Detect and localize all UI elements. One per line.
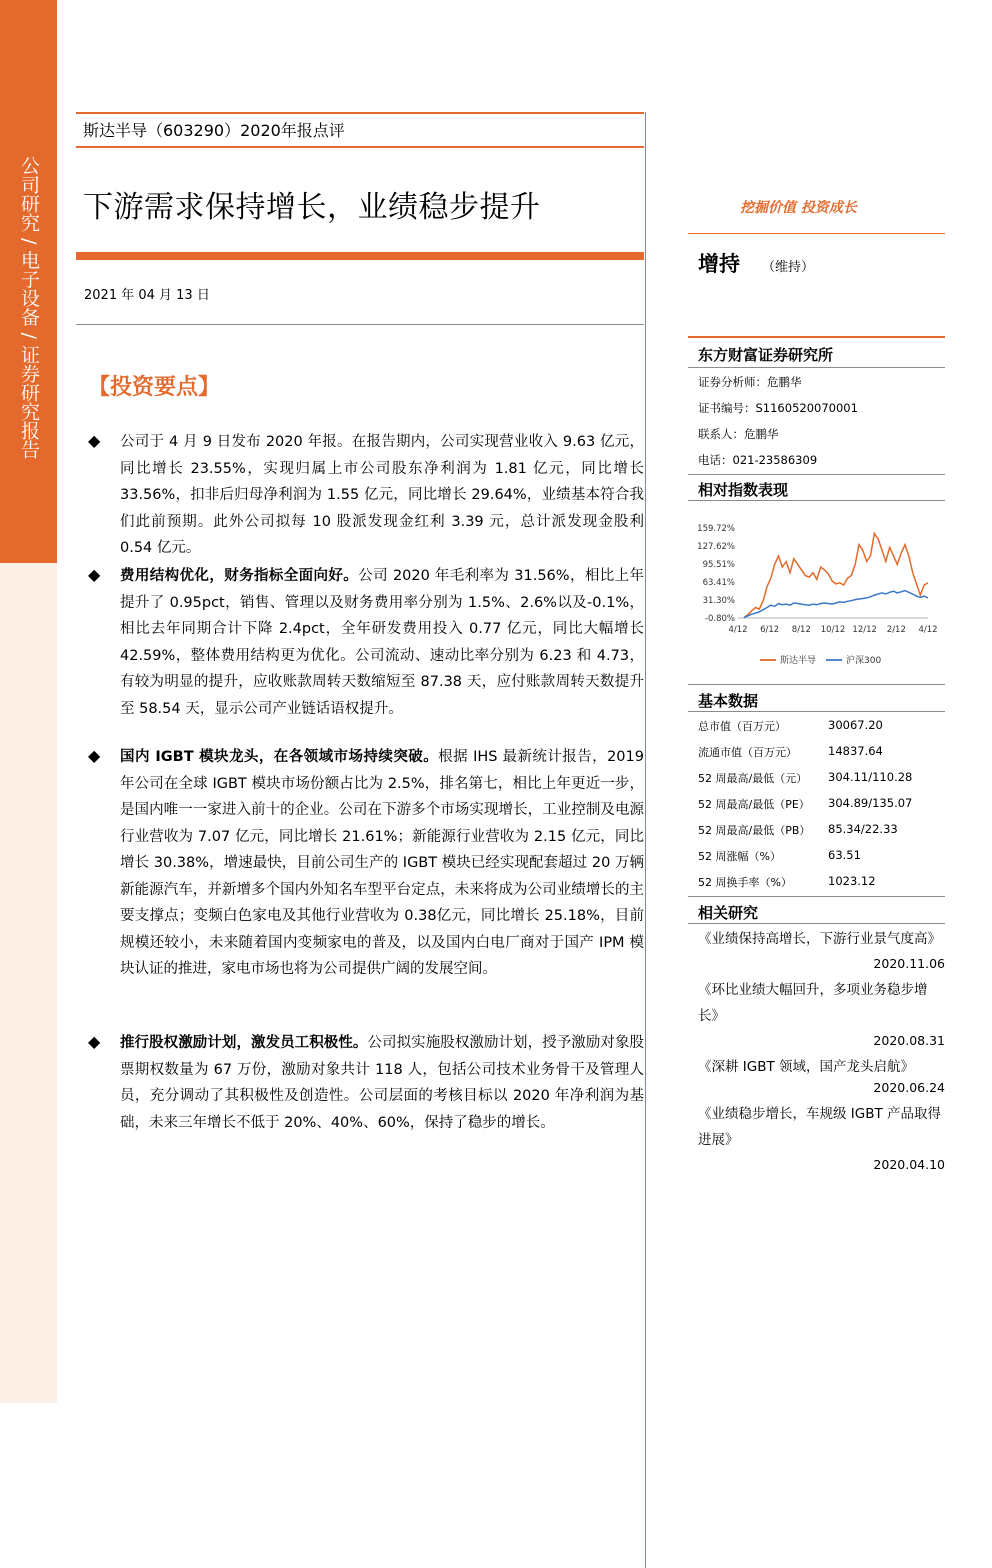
row-label: 52 周换手率（%） bbox=[698, 876, 792, 889]
row-label: 总市值（百万元） bbox=[698, 720, 786, 733]
bullet-text bbox=[120, 563, 644, 722]
fundamentals-table bbox=[698, 718, 945, 898]
relative-index-chart bbox=[688, 512, 945, 680]
institute-sub-rule bbox=[688, 367, 945, 368]
y-tick-label: 95.51% bbox=[702, 560, 735, 570]
bullet-text bbox=[120, 429, 644, 562]
bullet-lead: 费用结构优化，财务指标全面向好。 bbox=[120, 568, 359, 584]
fundamentals-top-rule bbox=[688, 684, 945, 685]
report-date: 2021 年 04 月 13 日 bbox=[84, 288, 210, 303]
contact: 联系人：危鹏华 bbox=[698, 427, 779, 441]
slogan: 挖掘价值 投资成长 bbox=[740, 200, 857, 216]
phone: 电话：021-23586309 bbox=[698, 453, 818, 467]
header-bottom-rule bbox=[76, 146, 644, 148]
research-item-date: 2020.06.24 bbox=[873, 1080, 945, 1095]
table-row bbox=[698, 744, 945, 764]
research-item-title[interactable]: 《业绩稳步增长，车规级 IGBT 产品取得进展》 bbox=[698, 1106, 942, 1148]
row-label: 52 周最高/最低（PE） bbox=[698, 798, 810, 811]
research-item-title[interactable]: 《业绩保持高增长，下游行业景气度高》 bbox=[698, 931, 941, 947]
chart-heading-rule bbox=[688, 500, 945, 501]
row-value: 304.89/135.07 bbox=[828, 796, 913, 810]
page-title: 下游需求保持增长，业绩稳步提升 bbox=[83, 190, 541, 225]
y-tick-label: 127.62% bbox=[697, 542, 735, 552]
row-value: 30067.20 bbox=[828, 718, 883, 732]
row-label: 52 周最高/最低（PB） bbox=[698, 824, 811, 837]
research-heading: 相关研究 bbox=[698, 904, 759, 922]
y-tick-label: -0.80% bbox=[704, 614, 735, 624]
rating-note: （维持） bbox=[762, 260, 815, 275]
analyst: 证券分析师：危鹏华 bbox=[698, 375, 802, 389]
institute-rule bbox=[688, 336, 945, 338]
row-value: 85.34/22.33 bbox=[828, 822, 898, 836]
x-tick-label: 4/12 bbox=[918, 625, 938, 635]
rating: 增持 bbox=[698, 252, 740, 276]
cert-number: 证书编号：S1160520070001 bbox=[698, 401, 858, 415]
bullet-body: 公司 2020 年毛利率为 31.56%，相比上年提升了 0.95pct，销售、管理以及财务费用率分别为 1.5%、2.6%以及-0.1%，相比去年同期合计下降 2.4pct，全年研发费用投入 0.77 亿元，同比大幅增长 42.59%，整体费用结构更为优化。公司流动、速动比率分别为 6.23 和 4.73，有较为明显的提升，应收账款周转天数缩短至 87.38 天，应付账款周转天数提升至 58.54 天，显示公司产业链话语权提升。 bbox=[120, 568, 644, 717]
research-list bbox=[698, 926, 945, 1172]
research-heading-rule bbox=[688, 923, 945, 924]
chart-top-rule bbox=[688, 474, 945, 475]
research-item-title[interactable]: 《深耕 IGBT 领域，国产龙头启航》 bbox=[698, 1059, 915, 1075]
section-title: 【投资要点】 bbox=[88, 374, 221, 400]
bullet-lead: 国内 IGBT 模块龙头，在各领域市场持续突破。 bbox=[120, 749, 439, 765]
diamond-bullet-icon: ◆ bbox=[88, 1032, 101, 1051]
legend-label: 沪深300 bbox=[846, 656, 882, 666]
x-tick-label: 4/12 bbox=[728, 625, 748, 635]
slogan-rule bbox=[688, 233, 945, 234]
table-row bbox=[698, 796, 945, 816]
diamond-bullet-icon: ◆ bbox=[88, 565, 101, 584]
y-tick-label: 159.72% bbox=[697, 524, 735, 534]
row-label: 52 周最高/最低（元） bbox=[698, 772, 808, 785]
diamond-bullet-icon: ◆ bbox=[88, 431, 101, 450]
research-item-date: 2020.04.10 bbox=[873, 1157, 945, 1172]
bullet-text bbox=[120, 1030, 644, 1136]
date-rule bbox=[76, 324, 644, 325]
institute-name: 东方财富证券研究所 bbox=[698, 346, 834, 364]
x-tick-label: 8/12 bbox=[791, 625, 811, 635]
title-thick-rule bbox=[76, 252, 644, 260]
series-line-2 bbox=[744, 591, 928, 618]
research-item-date: 2020.11.06 bbox=[873, 956, 945, 971]
row-value: 1023.12 bbox=[828, 874, 876, 888]
research-item-date: 2020.08.31 bbox=[873, 1033, 945, 1048]
row-value: 63.51 bbox=[828, 848, 861, 862]
row-label: 流通市值（百万元） bbox=[698, 746, 797, 759]
fundamentals-heading: 基本数据 bbox=[698, 692, 759, 710]
bullet-body: 公司拟实施股权激励计划，授予激励对象股票期权数量为 67 万份，激励对象共计 118 人，包括公司技术业务骨干及管理人员，充分调动了其积极性及创造性。公司层面的考核目标以 2020 年净利润为基础，未来三年增长不低于 20%、40%、60%，保持了稳步的增长。 bbox=[120, 1035, 645, 1131]
row-label: 52 周涨幅（%） bbox=[698, 850, 781, 863]
fundamentals-heading-rule bbox=[688, 711, 945, 712]
row-value: 14837.64 bbox=[828, 744, 883, 758]
bullet-lead: 推行股权激励计划，激发员工积极性。 bbox=[120, 1035, 368, 1051]
x-tick-label: 10/12 bbox=[820, 625, 846, 635]
table-row bbox=[698, 718, 945, 738]
report-header-title: 斯达半导（603290）2020年报点评 bbox=[83, 121, 345, 140]
diamond-bullet-icon: ◆ bbox=[88, 746, 101, 765]
table-row bbox=[698, 822, 945, 842]
x-tick-label: 12/12 bbox=[852, 625, 877, 635]
bullet-body: 公司于 4 月 9 日发布 2020 年报。在报告期内，公司实现营业收入 9.63 亿元，同比增长 23.55%，实现归属上市公司股东净利润为 1.81 亿元，同比增长 33.56%，扣非后归母净利润为 1.55 亿元，同比增长 29.64%，业绩基本符合我们此前预期。此外公司拟每 10 股派发现金红利 3.39 元，总计派发现金股利 0.54 亿元。 bbox=[120, 434, 644, 556]
research-item-title[interactable]: 《环比业绩大幅回升，多项业务稳步增长》 bbox=[698, 982, 928, 1024]
bullet-body: 根据 IHS 最新统计报告，2019 年公司在全球 IGBT 模块市场份额占比为 2.5%，排名第七，相比上年更近一步，是国内唯一一家进入前十的企业。公司在下游多个市场实现增长，工业控制及电源行业营收为 7.07 亿元，同比增长 21.61%；新能源行业营收为 2.15 亿元，同比增长 30.38%，增速最快，目前公司生产的 IGBT 模块已经实现配套超过 20 万辆新能源汽车，并新增多个国内外知名车型平台定点，未来将成为公司业绩增长的主要支撑点；变频白色家电及其他行业营收为 0.38亿元，同比增长 25.18%，目前规模还较小，未来随着国内变频家电的普及，以及国内白电厂商对于国产 IPM 模块认证的推进，家电市场也将为公司提供广阔的发展空间。 bbox=[120, 749, 644, 977]
column-divider bbox=[645, 112, 646, 1568]
research-top-rule bbox=[688, 896, 945, 897]
bullet-text bbox=[120, 744, 644, 983]
chart-heading: 相对指数表现 bbox=[698, 481, 789, 499]
table-row bbox=[698, 848, 945, 868]
legend-label: 斯达半导 bbox=[780, 656, 817, 666]
table-row bbox=[698, 874, 945, 894]
row-value: 304.11/110.28 bbox=[828, 770, 913, 784]
y-tick-label: 63.41% bbox=[702, 578, 735, 588]
x-tick-label: 2/12 bbox=[886, 625, 906, 635]
y-tick-label: 31.30% bbox=[702, 596, 735, 606]
table-row bbox=[698, 770, 945, 790]
header-top-rule bbox=[76, 112, 644, 114]
sidebar-vertical-text: 公司研究 / 电子设备 / 证券研究报告 bbox=[18, 156, 40, 459]
x-tick-label: 6/12 bbox=[760, 625, 780, 635]
